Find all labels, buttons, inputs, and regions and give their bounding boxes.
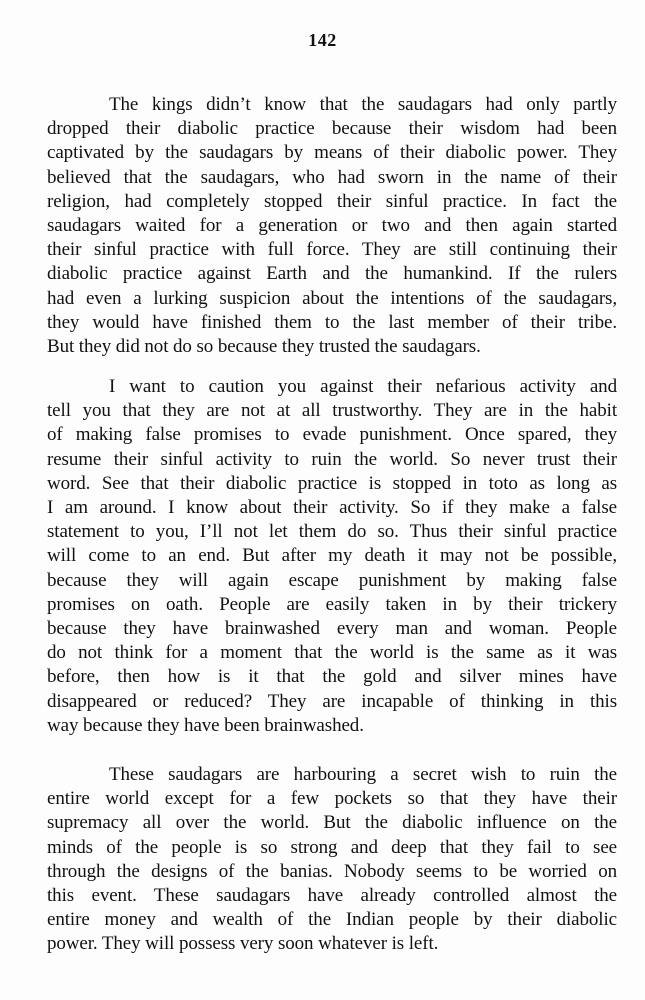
paragraph-line: of making false promises to evade punishment. Once spared, they <box>47 424 617 446</box>
paragraph-line: resume their sinful activity to ruin the world. So never trust their <box>47 448 617 470</box>
paragraph-line: believed that the saudagars, who had sworn in the name of their <box>47 166 617 188</box>
paragraph-line: promises on oath. People are easily taken in by their trickery <box>47 593 617 615</box>
paragraph-line: minds of the people is so strong and deep that they fail to see <box>47 836 617 858</box>
paragraph-1 <box>47 93 617 359</box>
paragraph-line: saudagars waited for a generation or two and then again started <box>47 215 617 237</box>
paragraph-line: supremacy all over the world. But the diabolic influence on the <box>47 812 617 834</box>
paragraph-2 <box>47 375 617 738</box>
paragraph-line: word. See that their diabolic practice is stopped in toto as long as <box>47 472 617 494</box>
paragraph-line: because they have brainwashed every man and woman. People <box>47 618 617 640</box>
paragraph-line: because they will again escape punishment by making false <box>47 569 617 591</box>
paragraph-line: through the designs of the banias. Nobody seems to be worried on <box>47 860 617 882</box>
paragraph-line: they would have finished them to the last member of their tribe. <box>47 311 617 333</box>
paragraph-line: statement to you, I’ll not let them do so. Thus their sinful practice <box>47 521 617 543</box>
paragraph-line: tell you that they are not at all trustworthy. They are in the habit <box>47 400 617 422</box>
paragraph-line: do not think for a moment that the world is the same as it was <box>47 642 617 664</box>
paragraph-line: power. They will possess very soon whatever is left. <box>47 933 439 955</box>
paragraph-line: entire money and wealth of the Indian people by their diabolic <box>47 909 617 931</box>
paragraph-line: before, then how is it that the gold and silver mines have <box>47 666 617 688</box>
paragraph-line: I want to caution you against their nefarious activity and <box>109 376 617 397</box>
paragraph-line: way because they have been brainwashed. <box>47 714 364 736</box>
paragraph-line: had even a lurking suspicion about the intentions of the saudagars, <box>47 287 617 309</box>
paragraph-line: These saudagars are harbouring a secret wish to ruin the <box>109 764 617 785</box>
paragraph-line: entire world except for a few pockets so that they have their <box>47 788 617 810</box>
paragraph-line: captivated by the saudagars by means of their diabolic power. They <box>47 142 617 164</box>
paragraph-line: diabolic practice against Earth and the humankind. If the rulers <box>47 263 617 285</box>
paragraph-line: disappeared or reduced? They are incapable of thinking in this <box>47 690 617 712</box>
page-number: 142 <box>308 30 337 50</box>
paragraph-line: religion, had completely stopped their sinful practice. In fact the <box>47 190 617 212</box>
paragraph-line: I am around. I know about their activity. So if they make a false <box>47 497 617 519</box>
paragraph-line: The kings didn’t know that the saudagars had only partly <box>109 94 617 115</box>
paragraph-line: will come to an end. But after my death it may not be possible, <box>47 545 617 567</box>
paragraph-line: this event. These saudagars have already controlled almost the <box>47 885 617 907</box>
paragraph-3 <box>47 763 617 957</box>
paragraph-line: their sinful practice with full force. They are still continuing their <box>47 239 617 261</box>
paragraph-line: But they did not do so because they trusted the saudagars. <box>47 336 481 358</box>
paragraph-line: dropped their diabolic practice because their wisdom had been <box>47 118 617 140</box>
